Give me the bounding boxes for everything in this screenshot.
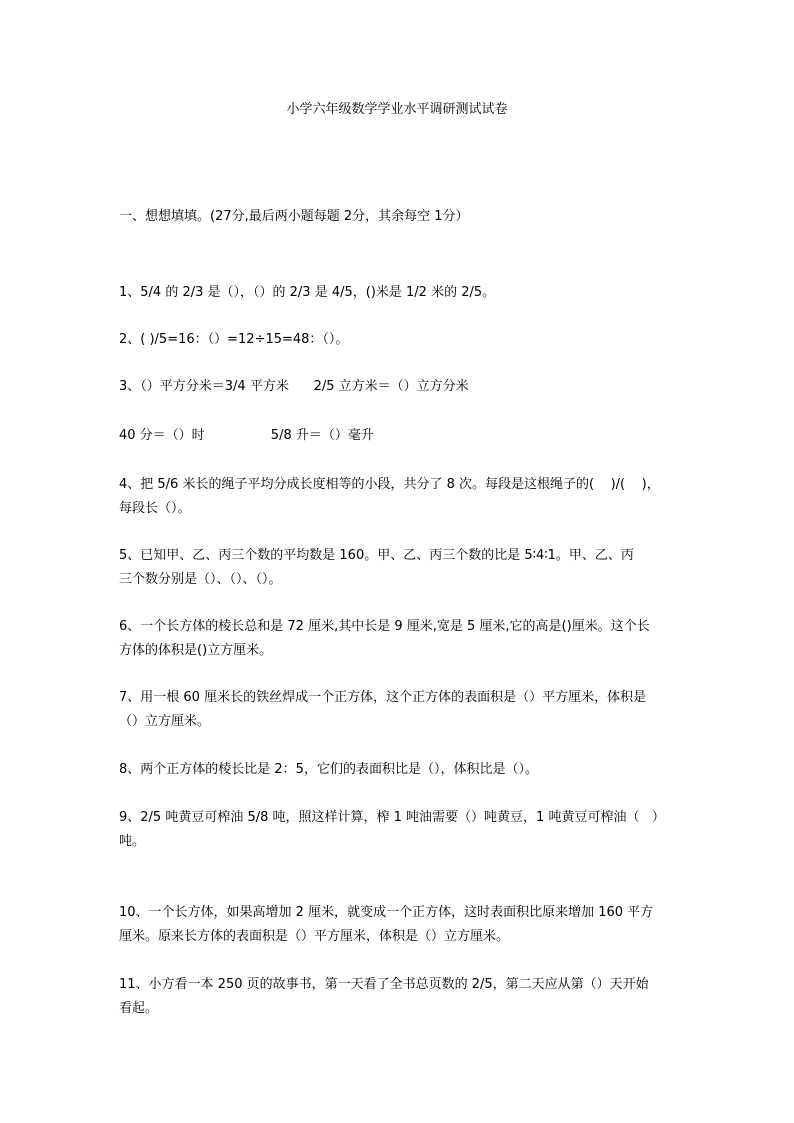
section-heading-text: 一、想想填填。(27分,最后两小题每题 2分，其余每空 1分） [119,209,469,224]
question-8 [119,758,685,782]
question-9 [119,806,685,854]
question-line: 5、已知甲、乙、丙三个数的平均数是 160。甲、乙、丙三个数的比是 5∶4∶1。甲、乙、丙 [119,548,634,563]
question-6 [119,615,685,663]
question-line: 3、（）平方分米＝3/4 平方米 2/5 立方米＝（）立方分米 [119,379,469,394]
question-7 [119,686,685,734]
question-line: （）立方厘米。 [119,714,211,729]
question-line: 厘米。原来长方体的表面积是（）平方厘米，体积是（）立方厘米。 [119,929,510,944]
question-line: 三个数分别是（）、（）、（）。 [119,572,282,587]
question-line: 看起。 [119,1001,159,1016]
question-line: 11、小方看一本 250 页的故事书，第一天看了全书总页数的 2/5，第二天应从第（）天开始 [119,977,649,992]
page-title: 小学六年级数学学业水平调研测试试卷 [286,102,508,117]
question-line: 8、两个正方体的棱长比是 2：5，它们的表面积比是（），体积比是（）。 [119,762,538,777]
question-line: 方体的体积是()立方厘米。 [119,643,273,658]
question-line: 4、把 5/6 米长的绳子平均分成长度相等的小段，共分了 8 次。每段是这根绳子的( )/( )， [119,477,660,492]
question-2 [119,328,685,352]
question-line: 10、一个长方体，如果高增加 2 厘米，就变成一个正方体，这时表面积比原来增加 160 平方 [119,905,654,920]
section-heading [119,205,685,229]
question-line: 9、2/5 吨黄豆可榨油 5/8 吨，照这样计算，榨 1 吨油需要（）吨黄豆，1 吨黄豆可榨油（ ） [119,810,665,825]
question-line: 每段长（）。 [119,501,191,516]
question-3 [119,375,685,399]
question-10 [119,901,685,949]
question-line: 40 分＝（）时 5/8 升＝（）毫升 [119,428,374,443]
question-line: 2、( )/5=16：（）=12÷15=48：（）。 [119,332,349,347]
question-11 [119,973,685,1021]
question-line: 6、一个长方体的棱长总和是 72 厘米,其中长是 9 厘米,宽是 5 厘米,它的高是()厘米。这个长 [119,619,650,634]
question-1 [119,281,685,305]
question-line: 吨。 [119,834,146,849]
question-5 [119,544,685,592]
question-line: 1、5/4 的 2/3 是（），（）的 2/3 是 4/5，()米是 1/2 米的 2/5。 [119,285,496,300]
question-line: 7、用一根 60 厘米长的铁丝焊成一个正方体，这个正方体的表面积是（）平方厘米，体积是 [119,690,647,705]
question-4 [119,473,685,521]
question-3-continued [119,424,685,448]
